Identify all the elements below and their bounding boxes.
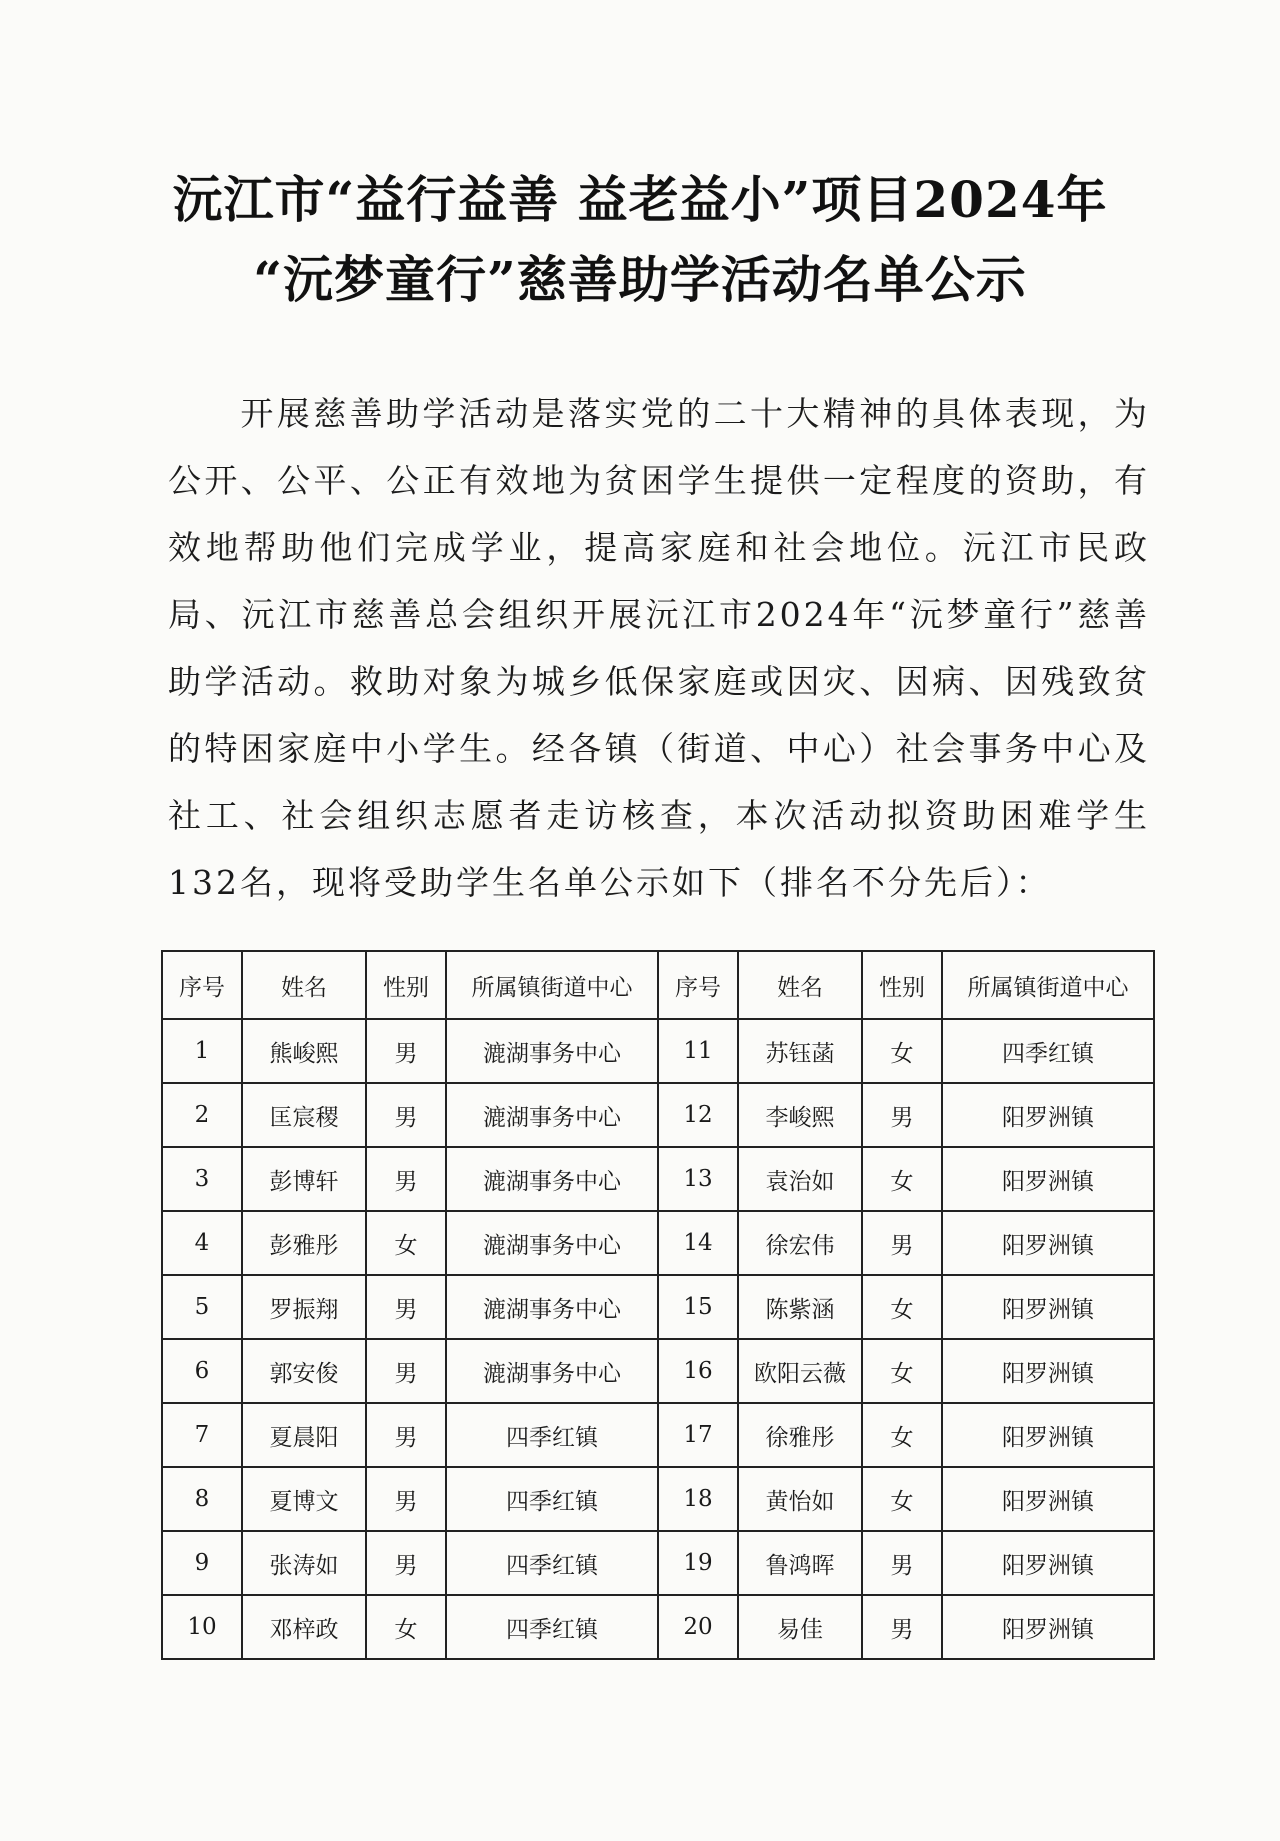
document-title-line-1: 沅江市“益行益善 益老益小”项目2024年 [172, 170, 1108, 229]
name-cell: 彭博轩 [242, 1147, 366, 1211]
seq-cell: 20 [658, 1595, 738, 1659]
seq-cell: 8 [162, 1467, 242, 1531]
gender-cell: 男 [366, 1147, 446, 1211]
table-row [162, 1467, 1154, 1531]
gender-cell: 女 [366, 1211, 446, 1275]
seq-cell: 5 [162, 1275, 242, 1339]
gender-cell: 女 [862, 1403, 942, 1467]
gender-cell: 男 [862, 1595, 942, 1659]
town-cell: 阳罗洲镇 [942, 1083, 1154, 1147]
table-row [162, 1211, 1154, 1275]
student-roster-table [161, 950, 1155, 1660]
header-name-left: 姓名 [242, 951, 366, 1019]
gender-cell: 男 [366, 1467, 446, 1531]
town-cell: 漉湖事务中心 [446, 1147, 658, 1211]
seq-cell: 14 [658, 1211, 738, 1275]
name-cell: 李峻熙 [738, 1083, 862, 1147]
town-cell: 四季红镇 [446, 1403, 658, 1467]
town-cell: 阳罗洲镇 [942, 1147, 1154, 1211]
name-cell: 熊峻熙 [242, 1019, 366, 1083]
name-cell: 彭雅彤 [242, 1211, 366, 1275]
header-town-right: 所属镇街道中心 [942, 951, 1154, 1019]
intro-paragraph-text: 开展慈善助学活动是落实党的二十大精神的具体表现，为公开、公平、公正有效地为贫困学生提供一定程度的资助，有效地帮助他们完成学业，提高家庭和社会地位。沅江市民政局、沅江市慈善总会组织开展沅江市2024年“沅梦童行”慈善助学活动。救助对象为城乡低保家庭或因灾、因病、因残致贫的特困家庭中小学生。经各镇（街道、中心）社会事务中心及社工、社会组织志愿者走访核查，本次活动拟资助困难学生132名，现将受助学生名单公示如下（排名不分先后）： [168, 394, 1150, 902]
gender-cell: 男 [366, 1339, 446, 1403]
gender-cell: 女 [862, 1275, 942, 1339]
table-row [162, 1339, 1154, 1403]
header-seq-right: 序号 [658, 951, 738, 1019]
town-cell: 四季红镇 [446, 1531, 658, 1595]
name-cell: 徐雅彤 [738, 1403, 862, 1467]
name-cell: 罗振翔 [242, 1275, 366, 1339]
seq-cell: 16 [658, 1339, 738, 1403]
intro-paragraph [168, 380, 1150, 916]
seq-cell: 11 [658, 1019, 738, 1083]
town-cell: 漉湖事务中心 [446, 1275, 658, 1339]
gender-cell: 男 [862, 1211, 942, 1275]
town-cell: 漉湖事务中心 [446, 1083, 658, 1147]
name-cell: 欧阳云薇 [738, 1339, 862, 1403]
name-cell: 陈紫涵 [738, 1275, 862, 1339]
seq-cell: 4 [162, 1211, 242, 1275]
header-town-left: 所属镇街道中心 [446, 951, 658, 1019]
gender-cell: 女 [862, 1019, 942, 1083]
town-cell: 漉湖事务中心 [446, 1339, 658, 1403]
seq-cell: 18 [658, 1467, 738, 1531]
name-cell: 郭安俊 [242, 1339, 366, 1403]
seq-cell: 9 [162, 1531, 242, 1595]
town-cell: 阳罗洲镇 [942, 1531, 1154, 1595]
town-cell: 漉湖事务中心 [446, 1019, 658, 1083]
gender-cell: 男 [862, 1531, 942, 1595]
table-row [162, 1595, 1154, 1659]
gender-cell: 男 [862, 1083, 942, 1147]
gender-cell: 女 [862, 1467, 942, 1531]
town-cell: 四季红镇 [446, 1467, 658, 1531]
table-row [162, 1147, 1154, 1211]
table-row [162, 1531, 1154, 1595]
name-cell: 夏晨阳 [242, 1403, 366, 1467]
name-cell: 袁治如 [738, 1147, 862, 1211]
gender-cell: 男 [366, 1531, 446, 1595]
seq-cell: 6 [162, 1339, 242, 1403]
town-cell: 阳罗洲镇 [942, 1275, 1154, 1339]
seq-cell: 7 [162, 1403, 242, 1467]
seq-cell: 3 [162, 1147, 242, 1211]
header-gender-right: 性别 [862, 951, 942, 1019]
name-cell: 夏博文 [242, 1467, 366, 1531]
seq-cell: 13 [658, 1147, 738, 1211]
gender-cell: 女 [862, 1339, 942, 1403]
name-cell: 邓梓政 [242, 1595, 366, 1659]
header-seq-left: 序号 [162, 951, 242, 1019]
header-name-right: 姓名 [738, 951, 862, 1019]
name-cell: 黄怡如 [738, 1467, 862, 1531]
seq-cell: 2 [162, 1083, 242, 1147]
header-gender-left: 性别 [366, 951, 446, 1019]
seq-cell: 1 [162, 1019, 242, 1083]
town-cell: 阳罗洲镇 [942, 1339, 1154, 1403]
seq-cell: 12 [658, 1083, 738, 1147]
seq-cell: 17 [658, 1403, 738, 1467]
gender-cell: 男 [366, 1083, 446, 1147]
town-cell: 阳罗洲镇 [942, 1211, 1154, 1275]
name-cell: 苏钰菡 [738, 1019, 862, 1083]
town-cell: 漉湖事务中心 [446, 1211, 658, 1275]
name-cell: 易佳 [738, 1595, 862, 1659]
gender-cell: 女 [862, 1147, 942, 1211]
town-cell: 四季红镇 [446, 1595, 658, 1659]
table-row [162, 1019, 1154, 1083]
name-cell: 匡宸稷 [242, 1083, 366, 1147]
table-header-row [162, 951, 1154, 1019]
seq-cell: 19 [658, 1531, 738, 1595]
gender-cell: 男 [366, 1019, 446, 1083]
seq-cell: 10 [162, 1595, 242, 1659]
table-row [162, 1083, 1154, 1147]
gender-cell: 女 [366, 1595, 446, 1659]
table-row [162, 1403, 1154, 1467]
town-cell: 阳罗洲镇 [942, 1403, 1154, 1467]
table-row [162, 1275, 1154, 1339]
town-cell: 阳罗洲镇 [942, 1467, 1154, 1531]
town-cell: 四季红镇 [942, 1019, 1154, 1083]
name-cell: 鲁鸿晖 [738, 1531, 862, 1595]
table-body [162, 1019, 1154, 1659]
name-cell: 张涛如 [242, 1531, 366, 1595]
gender-cell: 男 [366, 1403, 446, 1467]
seq-cell: 15 [658, 1275, 738, 1339]
gender-cell: 男 [366, 1275, 446, 1339]
town-cell: 阳罗洲镇 [942, 1595, 1154, 1659]
name-cell: 徐宏伟 [738, 1211, 862, 1275]
document-title-line-2: “沅梦童行”慈善助学活动名单公示 [253, 250, 1027, 309]
